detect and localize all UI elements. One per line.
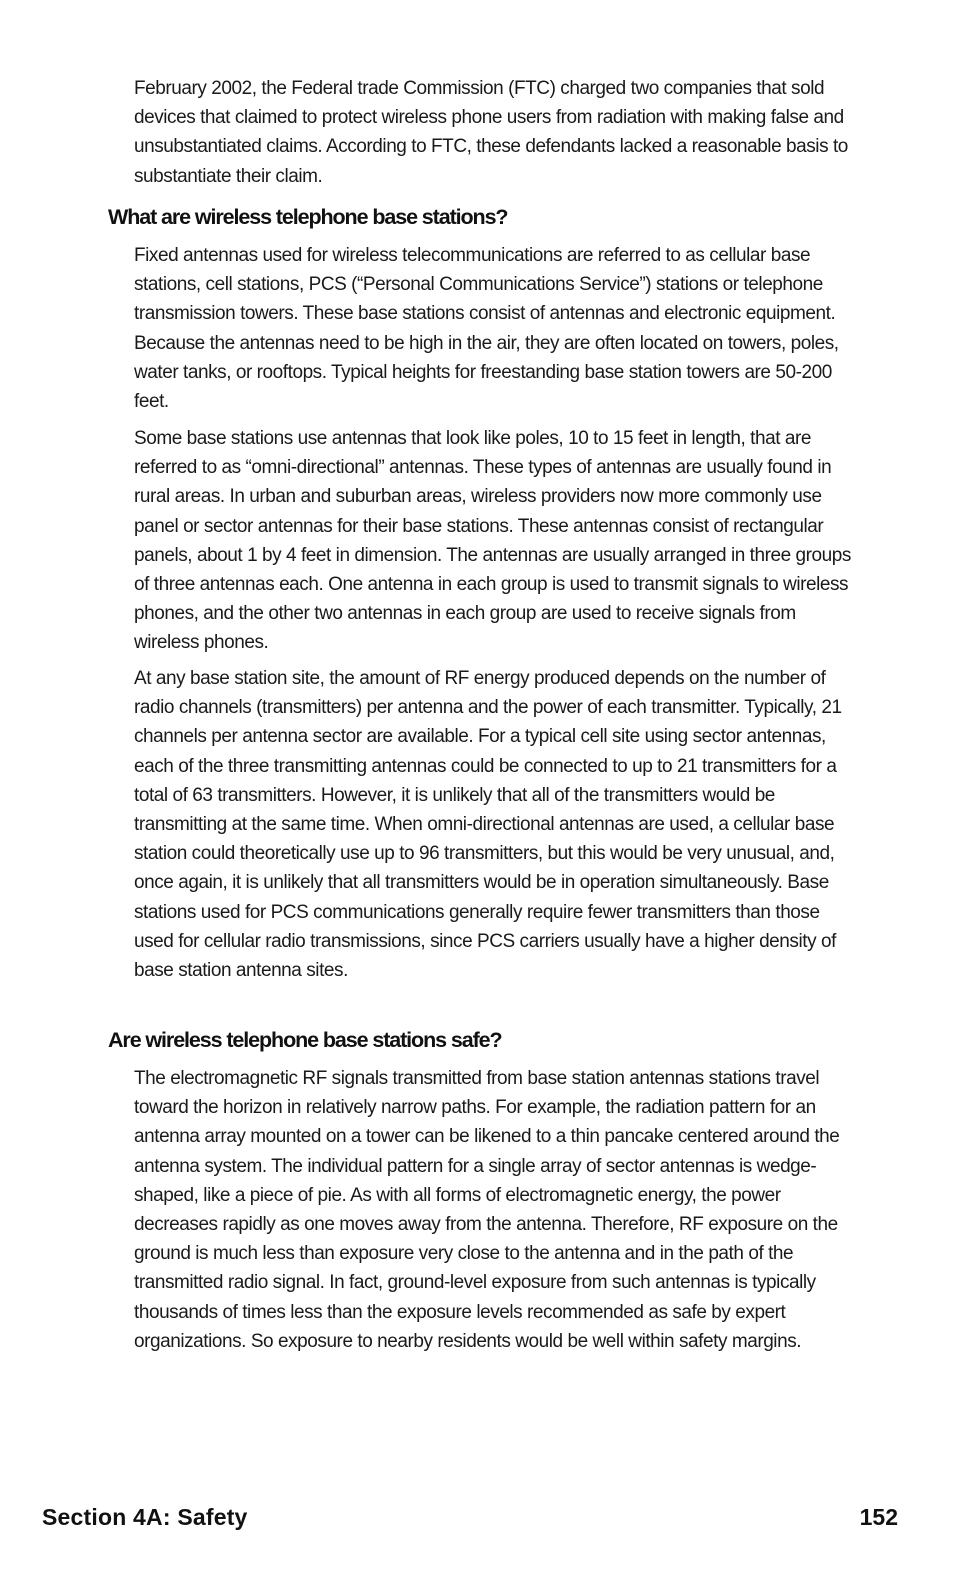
footer-section-label: Section 4A: Safety: [42, 1504, 248, 1530]
section-heading-safety: Are wireless telephone base stations safe?: [108, 1028, 502, 1052]
section-heading-base-stations: What are wireless telephone base stations?: [108, 205, 508, 229]
paragraph-base-stations-2: Some base stations use antennas that look like poles, 10 to 15 feet in length, that are referred to as “omni-directional” antennas. These types of antennas are usually found in rural areas. In urban and suburban areas, wireless providers now more commonly use panel or sector antennas for their base stations. These antennas consist of rectangular panels, about 1 by 4 feet in dimension. The antennas are usually arranged in three groups of three antennas each. One antenna in each group is used to transmit signals to wireless phones, and the other two antennas in each group are used to receive signals from wireless phones.: [134, 428, 851, 654]
intro-paragraph: February 2002, the Federal trade Commission (FTC) charged two companies that sold devices that claimed to protect wireless phone users from radiation with making false and unsubstantiated claims. According to FTC, these defendants lacked a reasonable basis to substantiate their claim.: [134, 78, 848, 187]
footer-page-number: 152: [859, 1504, 898, 1530]
paragraph-safety-1: The electromagnetic RF signals transmitted from base station antennas stations travel toward the horizon in relatively narrow paths. For example, the radiation pattern for an antenna array mounted on a tower can be likened to a thin pancake centered around the antenna system. The individual pattern for a single array of sector antennas is wedge-shaped, like a piece of pie. As with all forms of electromagnetic energy, the power decreases rapidly as one moves away from the antenna. Therefore, RF exposure on the ground is much less than exposure very close to the antenna and in the path of the transmitted radio signal. In fact, ground-level exposure from such antennas is typically thousands of times less than the exposure levels recommended as safe by expert organizations. So exposure to nearby residents would be well within safety margins.: [134, 1068, 840, 1352]
paragraph-base-stations-3: At any base station site, the amount of RF energy produced depends on the number of radio channels (transmitters) per antenna and the power of each transmitter. Typically, 21 channels per antenna sector are available. For a typical cell site using sector antennas, each of the three transmitting antennas could be connected to up to 21 transmitters for a total of 63 transmitters. However, it is unlikely that all of the transmitters would be transmitting at the same time. When omni-directional antennas are used, a cellular base station could theoretically use up to 96 transmitters, but this would be very unusual, and, once again, it is unlikely that all transmitters would be in operation simultaneously. Base stations used for PCS communications generally require fewer transmitters than those used for cellular radio transmissions, since PCS carriers usually have a higher density of base station antenna sites.: [134, 668, 842, 982]
paragraph-base-stations-1: Fixed antennas used for wireless telecommunications are referred to as cellular base stations, cell stations, PCS (“Personal Communications Service”) stations or telephone transmission towers. These base stations consist of antennas and electronic equipment. Because the antennas need to be high in the air, they are often located on towers, poles, water tanks, or rooftops. Typical heights for freestanding base station towers are 50-200 feet.: [134, 245, 839, 413]
